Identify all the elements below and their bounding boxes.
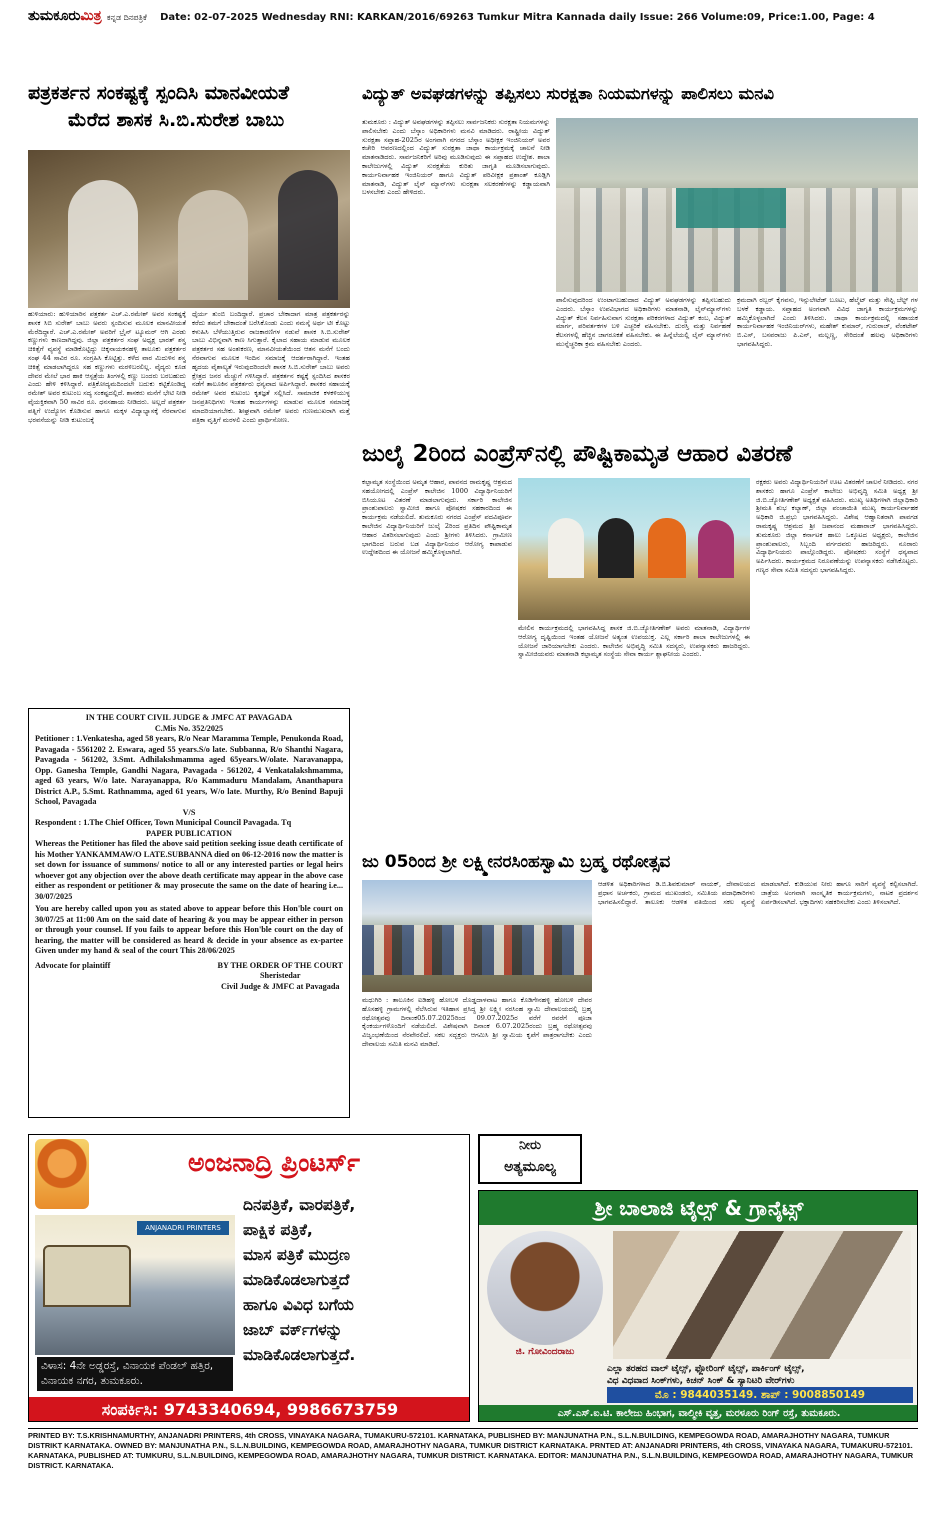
court-order-block: BY THE ORDER OF THE COURT Sheristedar Civil Judge & JMFC at Pavagada <box>217 960 343 991</box>
balaji-description-2: ವಿಧ ವಿಧವಾದ ಸಿಂಕ್‌ಗಳು, ಕಿಚನ್ ಸಿಂಕ್ & ಸ್ಯಾನಿಟರಿ ವೇರ್‌ಗಳು <box>607 1376 795 1386</box>
masthead-row <box>28 8 928 24</box>
story4-headline: ಜು 05ರಿಂದ ಶ್ರೀ ಲಕ್ಷ್ಮೀನರಸಿಂಹಸ್ವಾಮಿ ಬ್ರಹ್ಮ ರಥೋತ್ಸವ <box>362 852 671 872</box>
owner-name: ಜಿ. ಗೋವಿಂದರಾಜು <box>515 1347 575 1357</box>
story2-column-2: ಪಾಲಿಸುವುದರಿಂದ ಉಂಟಾಗಬಹುದಾದ ವಿದ್ಯುತ್ ಅವಘಡಗಳನ್ನು ತಪ್ಪಿಸಬಹುದು ಎಂದರು. ಬೆಸ್ಕಾಂ ಉಪವಿಭಾಗದ ಅಧಿಕಾರಿಗಳು ಮಾತನಾಡಿ, ಲೈನ್‌ಮ್ಯಾನ್‌ಗಳು ವಿದ್ಯುತ್ ಕೆಲಸ ನಿರ್ವಹಿಸುವಾಗ ಸುರಕ್ಷತಾ ಪರಿಕರಗಳಾದ ವಿದ್ಯುತ್ ಕಂಬ, ವಿದ್ಯುತ್ ಮಾರ್ಗ, ಪರಿವರ್ತಕಗಳ ಬಳಿ ಎಚ್ಚರಿಕೆ ವಹಿಸಬೇಕು. ದುರಸ್ತಿ ಮತ್ತು ನಿರ್ವಹಣೆ ಕೆಲಸಗಳಲ್ಲಿ ಹೆಚ್ಚಿನ ಜಾಗರೂಕತೆ ವಹಿಸಬೇಕು. ಈ ಹಿನ್ನೆಲೆಯಲ್ಲಿ ಲೈನ್ ಮ್ಯಾನ್‌ಗಳು ಮುನ್ನೆಚ್ಚರಿಕಾ ಕ್ರಮ ವಹಿಸಬೇಕು ಎಂದರು. <box>556 296 731 348</box>
story2-photo <box>556 118 918 292</box>
story4-column-2: ಆಡಳಿತ ಅಧಿಕಾರಿಗಳಾದ ಡಿ.ಬಿ.ಶಿವಕುಮಾರ್ ನಾಯಕ್, ದೇವಾಲಯದ ಪ್ರಧಾನ ಅರ್ಚಕರು, ಗ್ರಾಮದ ಮುಖಂಡರು, ಸಮಿತಿಯ ಪದಾಧಿಕಾರಿಗಳು ಭಾಗವಹಿಸಲಿದ್ದಾರೆ. ತಾಲೂಕು ಆಡಳಿತ ವತಿಯಿಂದ ಸಕಲ ವ್ಯವಸ್ಥೆ ಮಾಡಲಾಗಿದೆ. ಕುಡಿಯುವ ನೀರು ಹಾಗೂ ಸಾರಿಗೆ ವ್ಯವಸ್ಥೆ ಕಲ್ಪಿಸಲಾಗಿದೆ. ಜಾತ್ರೆಯ ಅಂಗವಾಗಿ ಸಾಂಸ್ಕೃತಿಕ ಕಾರ್ಯಕ್ರಮಗಳು, ನಾಟಕ ಪ್ರದರ್ಶನ ಏರ್ಪಡಿಸಲಾಗಿದೆ. ಭಕ್ತಾದಿಗಳು ಸಹಕರಿಸಬೇಕು ಎಂದು ತಿಳಿಸಲಾಗಿದೆ. <box>598 880 918 906</box>
court-vs: V/S <box>182 807 196 817</box>
footer-divider <box>28 1428 918 1429</box>
tiles-photo <box>613 1231 911 1359</box>
story4-column-1: ಮಧುಗಿರಿ : ತಾಲೂಕಿನ ಐಡಿಹಳ್ಳಿ ಹೋಬಳಿ ದೊಡ್ಡದಾಳವಾಟ ಹಾಗೂ ಕೊಡಿಗೇನಹಳ್ಳಿ ಹೋಬಳಿ ದೇವರ ಹೊಸಹಳ್ಳಿ ಗ್ರಾಮಗಳಲ್ಲಿ ನೆಲೆಸಿರುವ ಇತಿಹಾಸ ಪ್ರಸಿದ್ಧ ಶ್ರೀ ಲಕ್ಷ್ಮೀ ನರಸಿಂಹ ಸ್ವಾಮಿ ದೇವಾಲಯದಲ್ಲಿ ಬ್ರಹ್ಮ ರಥೋತ್ಸವವು ದಿನಾಂಕ05.07.2025ರಿಂದ 09.07.2025ರ ವರೆಗೆ ರವರೆಗೆ ಪೂಜಾ ಕೈಂಕರ್ಯಗಳೊಂದಿಗೆ ನಡೆಯಲಿದೆ. ವಿಶೇಷವಾಗಿ ದಿನಾಂಕ 6.07.2025ರಂದು ಬ್ರಹ್ಮ ರಥೋತ್ಸವವು ವಿಜೃಂಭಣೆಯಿಂದ ನೆರವೇರಲಿದೆ. ಸಕಲ ಸದ್ಭಕ್ತರು ಆಗಮಿಸಿ ಶ್ರೀ ಸ್ವಾಮಿಯ ಕೃಪೆಗೆ ಪಾತ್ರರಾಗಬೇಕು ಎಂದು ದೇವಾಲಯ ಸಮಿತಿ ಮನವಿ ಮಾಡಿದೆ. <box>362 996 592 1048</box>
story1-headline: ಪತ್ರಕರ್ತನ ಸಂಕಷ್ಟಕ್ಕೆ ಸ್ಪಂದಿಸಿ ಮಾನವೀಯತೆ ಮೆರೆದ ಶಾಸಕ ಸಿ.ಬಿ.ಸುರೇಶ ಬಾಬು <box>28 82 289 131</box>
paper-logo: ತುಮಕೂರುಮಿತ್ರ <box>28 8 102 24</box>
court-signature-block <box>35 961 343 993</box>
story3-photo <box>518 478 750 620</box>
balaji-address: ಎಸ್.ಎಸ್.ಐ.ಟಿ. ಕಾಲೇಜು ಹಿಂಭಾಗ, ವಾಲ್ಮೀಕಿ ವೃತ್ತ, ಮರಳೂರು ರಿಂಗ್ ರಸ್ತೆ, ತುಮಕೂರು. <box>479 1405 918 1422</box>
anjanadri-title: ಅಂಜನಾದ್ರಿ ಪ್ರಿಂಟರ್ಸ್ <box>188 1148 360 1177</box>
anjanadri-contact: ಸಂಪರ್ಕಿಸಿ: 9743340694, 9986673759 <box>29 1397 470 1422</box>
shop-sign: ANJANADRI PRINTERS <box>137 1221 229 1235</box>
court-notice <box>28 708 350 1118</box>
court-advocate: Advocate for plaintiff <box>35 960 111 970</box>
story1-column-1: ಹುಳಿಯಾರು: ಹುಳಿಯಾರಿನ ಪತ್ರಕರ್ತ ಎಚ್.ಎ.ರಮೇಶ್ ಅವರ ಸಂಕಷ್ಟಕ್ಕೆ ಶಾಸಕ ಸಿಬಿ ಸುರೇಶ್ ಬಾಬು ಅವರು ಸ್ಪಂದಿಸುವ ಮೂಲಕ ಮಾನವೀಯತೆ ಮೆರೆದಿದ್ದಾರೆ. ಎಚ್.ಎ.ರಮೇಶ್ ಅವರಿಗೆ ಬ್ರೈನ್ ಟ್ಯೂಮರ್ ಆಗಿ ಎರಡು ಕಣ್ಣುಗಳು ಕಾಣದಾಗಿದ್ದವು. ಜಿಲ್ಲಾ ಪತ್ರಕರ್ತರ ಸಂಘ ಅಧ್ಯಕ್ಷ ಭಾರತ್ ಶಸ್ತ್ರ ಚಿಕಿತ್ಸೆಗೆ ವ್ಯವಸ್ಥೆ ಮಾಡಿಕೊಟ್ಟಿದ್ದು ಚಿಕ್ಕನಾಯಕನಹಳ್ಳಿ ತಾಲೂಕು ಪತ್ರಕರ್ತರ ಸಂಘ 44 ಸಾವಿರ ರೂ. ಸಂಗ್ರಹಿಸಿ ಕೊಟ್ಟಿತ್ತು. ಕಳೆದ ವಾರ ಮಿದುಳಿನ ಶಸ್ತ್ರ ಚಿಕಿತ್ಸೆ ಮಾಡಲಾಗಿದ್ದರೂ ಸಹ ಕಣ್ಣುಗಳು ಮರಳಿಬರಲಿಲ್ಲ. ವೈದ್ಯರು ಕೂಡ ದೇವರ ಮೇಲೆ ಭಾರ ಹಾಕಿ ಆಸ್ಪತ್ರೆಯ ತಿಂಗಳಲ್ಲಿ ಕಣ್ಣು ಬಂದರು ಬರಬಹುದು ಎಂದು ಹೇಳಿ ಕಳಿಸಿದ್ದಾರೆ. ಪತ್ರಿಕೋದ್ಯಮದಿಂದಲೇ ಬದುಕು ಕಟ್ಟಿಕೊಂಡಿದ್ದ ರಮೇಶ್ ಅವರ ಕುಟುಂಬ ಸದ್ಯ ಸಂಕಷ್ಟದಲ್ಲಿದೆ. ಶಾಸಕರು ಮನೆಗೆ ಭೇಟಿ ನೀಡಿ ವೈಯಕ್ತಿಕವಾಗಿ 50 ಸಾವಿರ ರೂ. ಧನಸಹಾಯ ನೀಡಿದರು. ಅಲ್ಲದೆ ಪತ್ರಕರ್ತ ಪತ್ನಿಗೆ ಉದ್ಯೋಗ ಕೊಡಿಸುವ ಹಾಗೂ ಮಕ್ಕಳ ವಿದ್ಯಾಭ್ಯಾಸಕ್ಕೆ ನೆರವಾಗುವ ಭರವಸೆಯನ್ನು ನೀಡಿ ಕುಟುಂಬಕ್ಕೆ <box>28 310 186 424</box>
story3-column-2: ಮೇಲಿನ ಕಾರ್ಯಕ್ರಮದಲ್ಲಿ ಭಾಗವಹಿಸಿದ್ದ ಶಾಸಕ ಜಿ.ಬಿ.ಜ್ಯೋತಿಗಣೇಶ್ ಅವರು ಮಾತನಾಡಿ, ವಿದ್ಯಾರ್ಥಿಗಳ ಆರೋಗ್ಯ ದೃಷ್ಟಿಯಿಂದ ಇಂತಹ ಯೋಜನೆ ಅತ್ಯಂತ ಉಪಯುಕ್ತ. ಎಲ್ಲ ಸರ್ಕಾರಿ ಶಾಲಾ ಕಾಲೇಜುಗಳಲ್ಲಿ ಈ ಯೋಜನೆ ಜಾರಿಯಾಗಬೇಕು ಎಂದರು. ಕಾಲೇಜಿನ ಅಭಿವೃದ್ಧಿ ಸಮಿತಿ ಸದಸ್ಯರು, ಉಪನ್ಯಾಸಕರು ಹಾಜರಿದ್ದರು. ಸ್ವಾಮೀಜಿಯವರು ಮಾತನಾಡಿ ಕಲ್ಪಾಮೃತ ಸಂಸ್ಥೆಯ ಸೇವಾ ಕಾರ್ಯ ಶ್ಲಾಘನೀಯ ಎಂದರು. <box>518 624 750 659</box>
court-body-2: You are hereby called upon you as stated above to appear before this Hon'ble court on 30/07/25 at 11:00 Am on the said date of hearing & you may be appear either in person or through your counsel. If you fails to appear before this Hon'ble court on the day of hearing, the matter will be considered as heard & decide in your absence as ex-partee Given under my hand & seal of the court This 28/06/2025 <box>35 904 343 955</box>
masthead <box>0 0 945 80</box>
story2-headline: ವಿದ್ಯುತ್ ಅವಘಡಗಳನ್ನು ತಪ್ಪಿಸಲು ಸುರಕ್ಷತಾ ನಿಯಮಗಳನ್ನು ಪಾಲಿಸಲು ಮನವಿ <box>362 84 775 103</box>
balaji-phone: ಮೊ : 9844035149. ಶಾಪ್ : 9008850149 <box>607 1387 913 1403</box>
anjanadri-address: ವಿಳಾಸ: 4ನೇ ಅಡ್ಡರಸ್ತೆ, ವಿನಾಯಕ ಪೆಂಡಲ್ ಹತ್ತಿರ, ವಿನಾಯಕ ನಗರ, ತುಮಕೂರು. <box>37 1357 233 1391</box>
story3-headline: ಜುಲೈ 2ರಿಂದ ಎಂಪ್ರೆಸ್‌ನಲ್ಲಿ ಪೌಷ್ಟಿಕಾಮೃತ ಆಹಾರ ವಿತರಣೆ <box>362 441 793 467</box>
court-respondent: Respondent : 1.The Chief Officer, Town Municipal Council Pavagada. Tq <box>35 818 292 827</box>
court-publication: PAPER PUBLICATION <box>146 828 232 838</box>
story2-column-1: ತುಮಕೂರು : ವಿದ್ಯುತ್ ಅವಘಡಗಳನ್ನು ತಪ್ಪಿಸಲು ಸಾರ್ವಜನಿಕರು ಸುರಕ್ಷತಾ ನಿಯಮಗಳನ್ನು ಪಾಲಿಸಬೇಕು ಎಂದು ಬೆಸ್ಕಾಂ ಅಧಿಕಾರಿಗಳು ಮನವಿ ಮಾಡಿದರು. ರಾಷ್ಟ್ರೀಯ ವಿದ್ಯುತ್ ಸುರಕ್ಷತಾ ಸಪ್ತಾಹ-2025ರ ಅಂಗವಾಗಿ ನಗರದ ಬೆಸ್ಕಾಂ ಅಧೀಕ್ಷಕ ಇಂಜಿನಿಯರ್ ಅವರ ಕಚೇರಿ ಆವರಣದಲ್ಲಿಂದ ವಿದ್ಯುತ್ ಸುರಕ್ಷತಾ ಜಾಥಾ ಕಾರ್ಯಕ್ರಮಕ್ಕೆ ಚಾಲನೆ ನೀಡಿ ಮಾತನಾಡಿದರು. ಸಾರ್ವಜನಿಕರಿಗೆ ಅರಿವು ಮೂಡಿಸುವುದು ಈ ಸಪ್ತಾಹದ ಉದ್ದೇಶ. ಶಾಲಾ ಕಾಲೇಜುಗಳಲ್ಲಿ ವಿದ್ಯುತ್ ಸುರಕ್ಷತೆಯ ಕುರಿತು ಜಾಗೃತಿ ಮೂಡಿಸಲಾಗುವುದು. ಕಾರ್ಯನಿರ್ವಾಹಕ ಇಂಜಿನಿಯರ್ ಹಾಗೂ ವಿದ್ಯುತ್ ಪರಿವೀಕ್ಷಕ ಪ್ರಶಾಂತ್ ಕೂಡ್ಲಿಗಿ ಮಾತನಾಡಿ, ವಿದ್ಯುತ್ ಲೈನ್ ಮ್ಯಾನ್‌ಗಳು ಸುರಕ್ಷತಾ ಸಲಕರಣೆಗಳನ್ನು ಕಡ್ಡಾಯವಾಗಿ ಬಳಸಬೇಕು ಎಂದು ಹೇಳಿದರು. <box>362 118 550 197</box>
story1-column-2: ಧೈರ್ಯ ತುಂಬಿ ಬಂದಿದ್ದಾರೆ. ಪ್ರಚಾರ ಬೇಕಾದಾಗ ಮಾತ್ರ ಪತ್ರಕರ್ತರನ್ನು ಕರೆದು ತಮಗೆ ಬೇಕಾದಂತೆ ಬರೆಸಿಕೊಂಡು ಎಂದು ನಮಸ್ಕೆ ಅರ್ಥ ಟೀ ಕೊಟ್ಟು ಕಳುಹಿಸಿ ಬೆಳೆಯುತ್ತಿರುವ ರಾಜಕಾರಣಿಗಳ ನಡುವೆ ಶಾಸಕ ಸಿ.ಬಿ.ಸುರೇಶ್ ಬಾಬು ವಿಭಿನ್ನವಾಗಿ ಕಾಣ ಸಿಗುತ್ತಾರೆ. ಕೈಲಾದ ಸಹಾಯ ಮಾಡುವ ಮೂಲಕ ಪತ್ರಕರ್ತರ ಸಹ ಅಂತಃಕರಣ, ಮಾನವೀಯತೆಯಿಂದ ಆತನ ಮನೆಗೆ ಬಂದು ನೆರವಾಗುವ ಮೂಲಕ ಇಂದಿನ ಸಮಾಜಕ್ಕೆ ಆದರ್ಶರಾಗಿದ್ದಾರೆ. ಇಂತಹ ಹೃದಯ ವೈಶಾಲ್ಯತೆ ಇರುವುದರಿಂದಲೇ ಶಾಸಕ ಸಿ.ಬಿ.ಸುರೇಶ್ ಬಾಬು ಅವರು ಕ್ಷೇತ್ರದ ಜನರ ಮೆಚ್ಚುಗೆ ಗಳಿಸಿದ್ದಾರೆ. ಪತ್ರಕರ್ತನ ಕಷ್ಟಕ್ಕೆ ಸ್ಪಂದಿಸಿದ ಶಾಸಕರ ನಡೆಗೆ ತಾಲೂಕಿನ ಪತ್ರಕರ್ತರು ಧನ್ಯವಾದ ಅರ್ಪಿಸಿದ್ದಾರೆ. ಶಾಸಕರ ಸಹಾಯಕ್ಕೆ ರಮೇಶ್ ಅವರ ಕುಟುಂಬ ಕೃತಜ್ಞತೆ ಸಲ್ಲಿಸಿದೆ. ಸಾಮಾಜಿಕ ಕಳಕಳಿಯುಳ್ಳ ಜನಪ್ರತಿನಿಧಿಗಳು ಇಂತಹ ಕಾರ್ಯಗಳನ್ನು ಮಾಡುವ ಮೂಲಕ ಸಮಾಜಕ್ಕೆ ಮಾದರಿಯಾಗಬೇಕು. ಶೀಘ್ರವಾಗಿ ರಮೇಶ್ ಅವರು ಗುಣಮುಖರಾಗಿ ಮತ್ತೆ ಪತ್ರಿಕಾ ವೃತ್ತಿಗೆ ಮರಳಲಿ ಎಂದು ಪ್ರಾರ್ಥಿಸೋಣ. <box>192 310 350 424</box>
hanuman-image <box>35 1139 89 1209</box>
court-body-1: Whereas the Petitioner has filed the above said petition seeking issue death certificate of his Mother YANKAMMAW/O LATE.SUBBANNA died on 06-12-2016 now the matter is set down for issuance of summons/ notice to all or any interested parties or legal heirs whoever got any objection over the above death certificate may appear in the above case either as respondent or petitioner & may prosecute the same on the date of hearing i.e... 30/07/2025 <box>35 839 343 901</box>
story3-column-1: ಕಲ್ಪಾಮೃತ ಸಂಸ್ಥೆಯಿಂದ ಅಮೃತ ಆಹಾರ, ಪಾವನದ ರಾಮಕೃಷ್ಣ ಆಶ್ರಮದ ಸಹಯೋಗದಲ್ಲಿ ಎಂಪ್ರೆಸ್ ಕಾಲೇಜಿನ 1000 ವಿದ್ಯಾರ್ಥಿನಿಯರಿಗೆ ಬಿಸಿಯೂಟ ವಿತರಣೆ ಮಾಡಲಾಗುವುದು. ಸರ್ಕಾರಿ ಕಾಲೇಜಿನ ಪ್ರಾಂಶುಪಾಲರು ಸ್ವಾಮೀಜಿ ಹಾಗೂ ಪೋಷಕರ ಸಹಕಾರದಿಂದ ಈ ಕಾರ್ಯಕ್ರಮ ನಡೆಯಲಿದೆ. ತುಮಕೂರು ನಗರದ ಎಂಪ್ರೆಸ್ ಪದವಿಪೂರ್ವ ಕಾಲೇಜಿನ ವಿದ್ಯಾರ್ಥಿನಿಯರಿಗೆ ಜುಲೈ 2ರಿಂದ ಪ್ರತಿದಿನ ಪೌಷ್ಟಿಕಾಮೃತ ಆಹಾರ ವಿತರಿಸಲಾಗುವುದು ಎಂದು ಶ್ರೀಗಳು ತಿಳಿಸಿದರು. ಗ್ರಾಮೀಣ ಭಾಗದಿಂದ ಬರುವ ಬಡ ವಿದ್ಯಾರ್ಥಿನಿಯರ ಆರೋಗ್ಯ ಕಾಪಾಡುವ ಉದ್ದೇಶದಿಂದ ಈ ಯೋಜನೆ ಹಮ್ಮಿಕೊಳ್ಳಲಾಗಿದೆ. <box>362 478 512 557</box>
story4-photo <box>362 880 592 992</box>
story3-column-3: ರಕ್ಷಕರು ಅವರು ವಿದ್ಯಾರ್ಥಿನಿಯರಿಗೆ ಊಟ ವಿತರಣೆಗೆ ಚಾಲನೆ ನೀಡಿದರು. ನಗರ ಶಾಸಕರು ಹಾಗೂ ಎಂಪ್ರೆಸ್ ಕಾಲೇಜು ಅಭಿವೃದ್ಧಿ ಸಮಿತಿ ಅಧ್ಯಕ್ಷ ಶ್ರೀ ಜಿ.ಬಿ.ಜ್ಯೋತಿಗಣೇಶ್ ಅಧ್ಯಕ್ಷತೆ ವಹಿಸಿದರು. ಮುಖ್ಯ ಅತಿಥಿಗಳಾಗಿ ಜಿಲ್ಲಾಧಿಕಾರಿ ಶ್ರೀಮತಿ ಶುಭ ಕಲ್ಯಾಣ್, ಜಿಲ್ಲಾ ಪಂಚಾಯಿತಿ ಮುಖ್ಯ ಕಾರ್ಯನಿರ್ವಾಹಕ ಅಧಿಕಾರಿ ಜಿ.ಪ್ರಭು ಭಾಗವಹಿಸಿದ್ದರು. ವಿಶೇಷ ಆಹ್ವಾನಿತರಾಗಿ ಪಾವಗಡ ರಾಮಕೃಷ್ಣ ಆಶ್ರಮದ ಶ್ರೀ ಜಪಾನಂದ ಮಹಾರಾಜ್ ಭಾಗವಹಿಸಿದ್ದರು. ತುಮಕೂರು ಜಿಲ್ಲಾ ಕರ್ನಾಟಕ ಹಾಲು ಒಕ್ಕೂಟದ ಅಧ್ಯಕ್ಷರು, ಕಾಲೇಜಿನ ಪ್ರಾಂಶುಪಾಲರು, ಸಿಬ್ಬಂದಿ ವರ್ಗದವರು ಹಾಜರಿದ್ದರು. ನೂರಾರು ವಿದ್ಯಾರ್ಥಿನಿಯರು ಪಾಲ್ಗೊಂಡಿದ್ದರು. ಪೋಷಕರು ಸಂಸ್ಥೆಗೆ ಧನ್ಯವಾದ ಅರ್ಪಿಸಿದರು. ಕಾರ್ಯಕ್ರಮದ ನಿರೂಪಣೆಯನ್ನು ಉಪನ್ಯಾಸಕರು ನಡೆಸಿಕೊಟ್ಟರು. ಗಣ್ಯರ ಸೇವಾ ಸಮಿತಿ ಸದಸ್ಯರು ಭಾಗವಹಿಸಿದ್ದರು. <box>756 478 918 574</box>
court-petitioner: Petitioner : 1.Venkatesha, aged 58 years, R/o Near Maramma Temple, Penukonda Road, Pavagada - 5561202 2. Eswara, aged 55 years.S/o late. Subbanna, R/o Shanthi Nagara, Pavagada - 561202, 3.Smt. Adhilakshmamma aged 65years.W/olate. Naravanappa, Opp. Ganesha Temple, Gandhi Nagara, Pavagada - 561202, 4 Venkatalakshmamma, aged 63 years, W/o late. Narayanappa, R/o Kammaduru Mandalam, Ananthapura District A.P., 5.Smt. Rathnamma, aged 61 years, W/o late. Murthy, R/o Benind Bapuji School, Pavagada <box>35 734 343 806</box>
court-case-no: C.Mis No. 352/2025 <box>154 723 224 733</box>
paper-tagline: ಕನ್ನಡ ದಿನಪತ್ರಿಕೆ <box>106 13 147 22</box>
anjanadri-ad <box>28 1134 470 1422</box>
imprint-footer: PRINTED BY: T.S.KRISHNAMURTHY, ANJANADRI PRINTERS, 4th CROSS, VINAYAKA NAGARA, TUMAKURU-572101. KARNATAKA, PUBLISHED BY: MANJUNATHA P.N., S.L.N.BUILDING, KEMPEGOWDA ROAD, AMARAJHOTHY NAGARA, TUMKUR DISTRIKT KARNATAKA. OWNED BY: MANJUNATHA P.N., S.L.N.BUILDING, KEMPEGOWDA ROAD, AMARAJHOTHY NAGARA, TUMKUR DISTRICT KARNATAKA. PRNTED AT: ANJANADRI PRINTERS, 4th CROSS, VINAYAKA NAGARA, TUMAKURU-572101. KARNATAKA, PUBLISHED AT: TUMKURU, S.L.N.BUILDING, KEMPEGOWDA ROAD, AMARAJHOTHY NAGARA, TUMKUR DISTRICT. KARNATAKA. EDITOR: MANJUNATHA P.N., S.L.N.BUILDING, KEMPEGOWDA ROAD, AMARAJHOTHY NAGARA, TUMKUR DISTRICT. KARNATAKA. <box>28 1431 914 1470</box>
issue-info: Date: 02-07-2025 Wednesday RNI: KARKAN/2016/69263 Tumkur Mitra Kannada daily Issue: 266 Volume:09, Price:1.00, Page: 4 <box>160 12 875 23</box>
owner-photo <box>487 1231 603 1345</box>
story1-photo <box>28 150 350 308</box>
anjanadri-services: ದಿನಪತ್ರಿಕೆ, ವಾರಪತ್ರಿಕೆ, ಪಾಕ್ಷಿಕ ಪತ್ರಿಕೆ, ಮಾಸ ಪತ್ರಿಕೆ ಮುದ್ರಣ ಮಾಡಿಕೊಡಲಾಗುತ್ತದೆ ಹಾಗೂ ವಿವಿಧ ಬಗೆಯ ಜಾಬ್ ವರ್ಕ್‌ಗಳನ್ನು ಮಾಡಿಕೊಡಲಾಗುತ್ತದೆ. <box>243 1196 356 1364</box>
printer-shop-photo <box>35 1215 235 1355</box>
water-ad: ನೀರು ಅತ್ಯಮೂಲ್ಯ <box>478 1134 582 1184</box>
balaji-description-1: ಎಲ್ಲಾ ತರಹದ ವಾಲ್ ಟೈಲ್ಸ್, ಫ್ಲೋರಿಂಗ್ ಟೈಲ್ಸ್, ಪಾರ್ಕಿಂಗ್ ಟೈಲ್ಸ್, <box>607 1364 805 1374</box>
balaji-title: ಶ್ರೀ ಬಾಲಾಜಿ ಟೈಲ್ಸ್ & ಗ್ರಾನೈಟ್ಸ್ <box>479 1191 918 1225</box>
balaji-ad <box>478 1190 918 1422</box>
court-title: IN THE COURT CIVIL JUDGE & JMFC AT PAVAGADA <box>85 713 293 722</box>
story2-column-3: ಕ್ರಮದಾಗಿ ರಬ್ಬರ್ ಕೈಗವಸು, ಇನ್ಸುಲೇಟೆಡ್ ಬೂಟು, ಹೆಲ್ಮೆಟ್ ಮತ್ತು ಸೇಫ್ಟಿ ಬೆಲ್ಟ್ ಗಳ ಬಳಕೆ ಕಡ್ಡಾಯ. ಸಪ್ತಾಹದ ಅಂಗವಾಗಿ ವಿವಿಧ ಜಾಗೃತಿ ಕಾರ್ಯಕ್ರಮಗಳನ್ನು ಹಮ್ಮಿಕೊಳ್ಳಲಾಗಿದೆ ಎಂದು ತಿಳಿಸಿದರು. ಜಾಥಾ ಕಾರ್ಯಕ್ರಮದಲ್ಲಿ ಸಹಾಯಕ ಕಾರ್ಯನಿರ್ವಾಹಕ ಇಂಜಿನಿಯರ್‌ಗಳು, ಮಹೇಶ್ ಕುಮಾರ್, ಗುರುರಾಜ್, ವೆಂಕಟೇಶ್ ಬಿ.ಎಸ್, ಬಸವರಾಜು ಪಿ.ಎನ್, ಮಲ್ಲಣ್ಣ, ಸೇರಿದಂತೆ ಹಲವು ಅಧಿಕಾರಿಗಳು ಭಾಗವಹಿಸಿದ್ದರು. <box>737 296 918 348</box>
